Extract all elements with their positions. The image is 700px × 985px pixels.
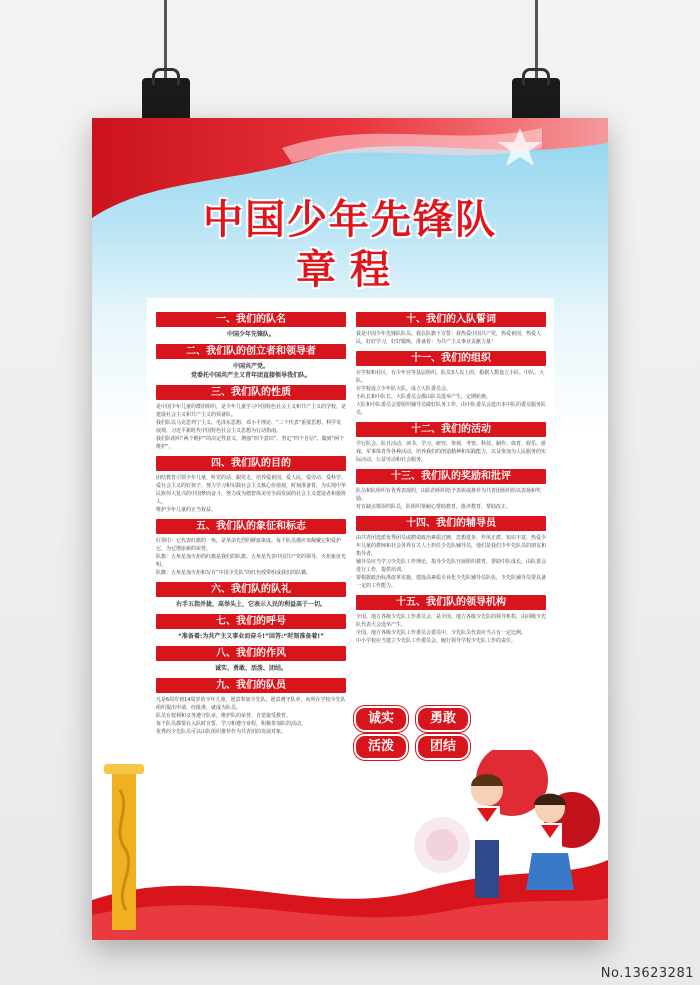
value-chip-united: 团结 [416,734,470,760]
section-heading-14: 十四、我们的辅导员 [356,516,546,531]
value-chip-lively: 活泼 [354,734,408,760]
section-body-2: 中国共产党。 党委托中国共产主义青年团直接领导我们队。 [190,363,311,379]
section-body-8: 诚实、勇敢、活泼、团结。 [214,665,287,672]
binder-clip-right-icon [512,78,560,122]
section-heading-1: 一、我们的队名 [156,312,346,327]
section-heading-3: 三、我们队的性质 [156,385,346,400]
section-heading-13: 十三、我们队的奖励和批评 [356,469,546,484]
pioneer-boy-icon [471,774,503,898]
section-body-14: 由共青团选派优秀团员或聘请政治素质过硬、思想进步、作风正派、知识丰富，热爱少年儿童的教师和社会各界有关人士担任少先队辅导员，他们是我们少年先队员的朋友和指导者。 辅导员应当学习少先队工作理论，指导少先队开展组织教育，帮助中队成长，由队委会进行工作，提供培训。 要根据政治标准改革实施，建设高素质专业化少先队辅导员队伍，少先队辅导员要具备一定的工作能力。 [356,535,547,589]
right-column [356,312,546,650]
section-heading-9: 九、我们的队员 [156,678,346,693]
peony-flowers-icon [414,750,600,873]
section-heading-8: 八、我们的作风 [156,646,346,661]
section-body-7: “准备着:为共产主义事业而奋斗!”回答:“时刻准备着!” [177,633,325,640]
section-body-6: 右手五指并拢，高举头上，它表示人民的利益高于一切。 [175,601,326,608]
section-body-5: 红领巾：它代表红旗的一角，是革命先烈的鲜血染成。每个队员都应该佩戴它和爱护它，为它增添新的荣誉。 队旗：五角星加火炬的红旗是我们的队旗。五角星代表中国共产党的领导，火炬象征光明。 队徽：五角星加火炬和写有“中国少先队”的红色绶带组成我们的队徽。 [156,538,347,576]
section-body-12: 学行队会、队日活动，读书、学习、研究、参观、考察、科技、制作、体育、娱乐、游戏、军事体育等各种活动，培养我们的创造精神和实践能力，以及参加为人民服务的实际活动，公益劳动和社会服务。 [356,441,547,463]
section-body-10: 我是中国少年先锋队队员。我在队旗下宣誓：我热爱中国共产党，热爱祖国，热爱人民，好好学习，好好锻炼，准备着：为共产主义事业贡献力量！ [356,331,542,345]
section-body-15: 全国、地方各级少先队工作委员会，是全国、地方各级少先队的领导机构。由同级少先队代表大会选举产生。 全国、地方各级少先队工作委员会委员中，少先队员代表应当占有一定比例。 中小学校应当建立少先队工作委员会，履行领导学校少先队工作的责任。 [356,614,547,644]
section-heading-5: 五、我们队的象征和标志 [156,519,346,534]
poster-title-line2: 章程 [296,247,404,293]
binder-clip-left-icon [142,78,190,122]
section-heading-7: 七、我们的呼号 [156,614,346,629]
section-body-1: 中国少年先锋队。 [226,331,275,338]
section-heading-2: 二、我们队的创立者和领导者 [156,344,346,359]
image-id-watermark: No.13623281 [600,966,694,981]
bottom-decoration [92,750,608,940]
left-column [156,312,346,741]
section-body-9: 凡是6周岁到14周岁的少年儿童，愿意参加少先队，愿意遵守队章，向所在学校少先队组织提出申请，经批准，就成为队员。 队员有权利和义务遵守队章，维护队的荣誉，自觉接受教育。 每个队员都要在入队时宣誓，学习和遵守章程，积极参加队的活动。 优秀的少先队员可以由队组织推荐作为共青团的发展对象。 [156,697,346,735]
section-heading-12: 十二、我们的活动 [356,422,546,437]
section-heading-6: 六、我们队的队礼 [156,582,346,597]
poster-title-line1: 中国少年先锋队 [203,197,497,243]
poster [92,118,608,940]
section-heading-11: 十一、我们的组织 [356,351,546,366]
section-heading-15: 十五、我们队的领导机构 [356,595,546,610]
value-chip-brave: 勇敢 [416,706,470,732]
section-body-4: 团结教育引领少年儿童，听党的话、跟党走，培养爱祖国、爱人民、爱劳动、爱科学、爱社会主义的好孩子，努力学习和实践社会主义核心价值观，时刻准备着，为实现中华民族伟大复兴的中国梦而奋斗，努力成为德智体美劳全面发展的社会主义建设者和接班人。 维护少年儿童的正当权益。 [156,475,347,513]
value-chip-honest: 诚实 [354,706,408,732]
section-body-13: 队员和队组织有优秀表现的，由队的组织给予表彰或推荐为共青团组织给以表扬和奖励。 对有缺点错误的队员，队组织要耐心帮助教育，批评教育，帮助改正。 [356,488,542,510]
section-body-3: 是中国少年儿童的群团组织，是少年儿童学习中国特色社会主义和共产主义的学校，是建设社会主义和共产主义的预备队。 我们队以马克思列宁主义、毛泽东思想、邓小平理论、“三个代表”重要思想、科学发展观、习近平新时代中国特色社会主义思想为行动指南。 我们队组织“两个维护”的决定性意义，增强“四个意识”、坚定“四个自信”、做到“两个维护”。 [156,404,347,450]
section-heading-4: 四、我们队的目的 [156,456,346,471]
section-body-11: 在学校和社区，有少年宫等基层组织，队员3人以上的，根据人数设立小队、中队、大队。 在学校设立少年队大队，成立大队委员会。 小队长和中队长、大队委员会都由队员选举产生，定期轮换。 大队和中队委员会要组织辅导员做好队务工作，由中队委员会选出本中队的委员服务队员。 [356,370,547,416]
section-heading-10: 十、我们的入队誓词 [356,312,546,327]
